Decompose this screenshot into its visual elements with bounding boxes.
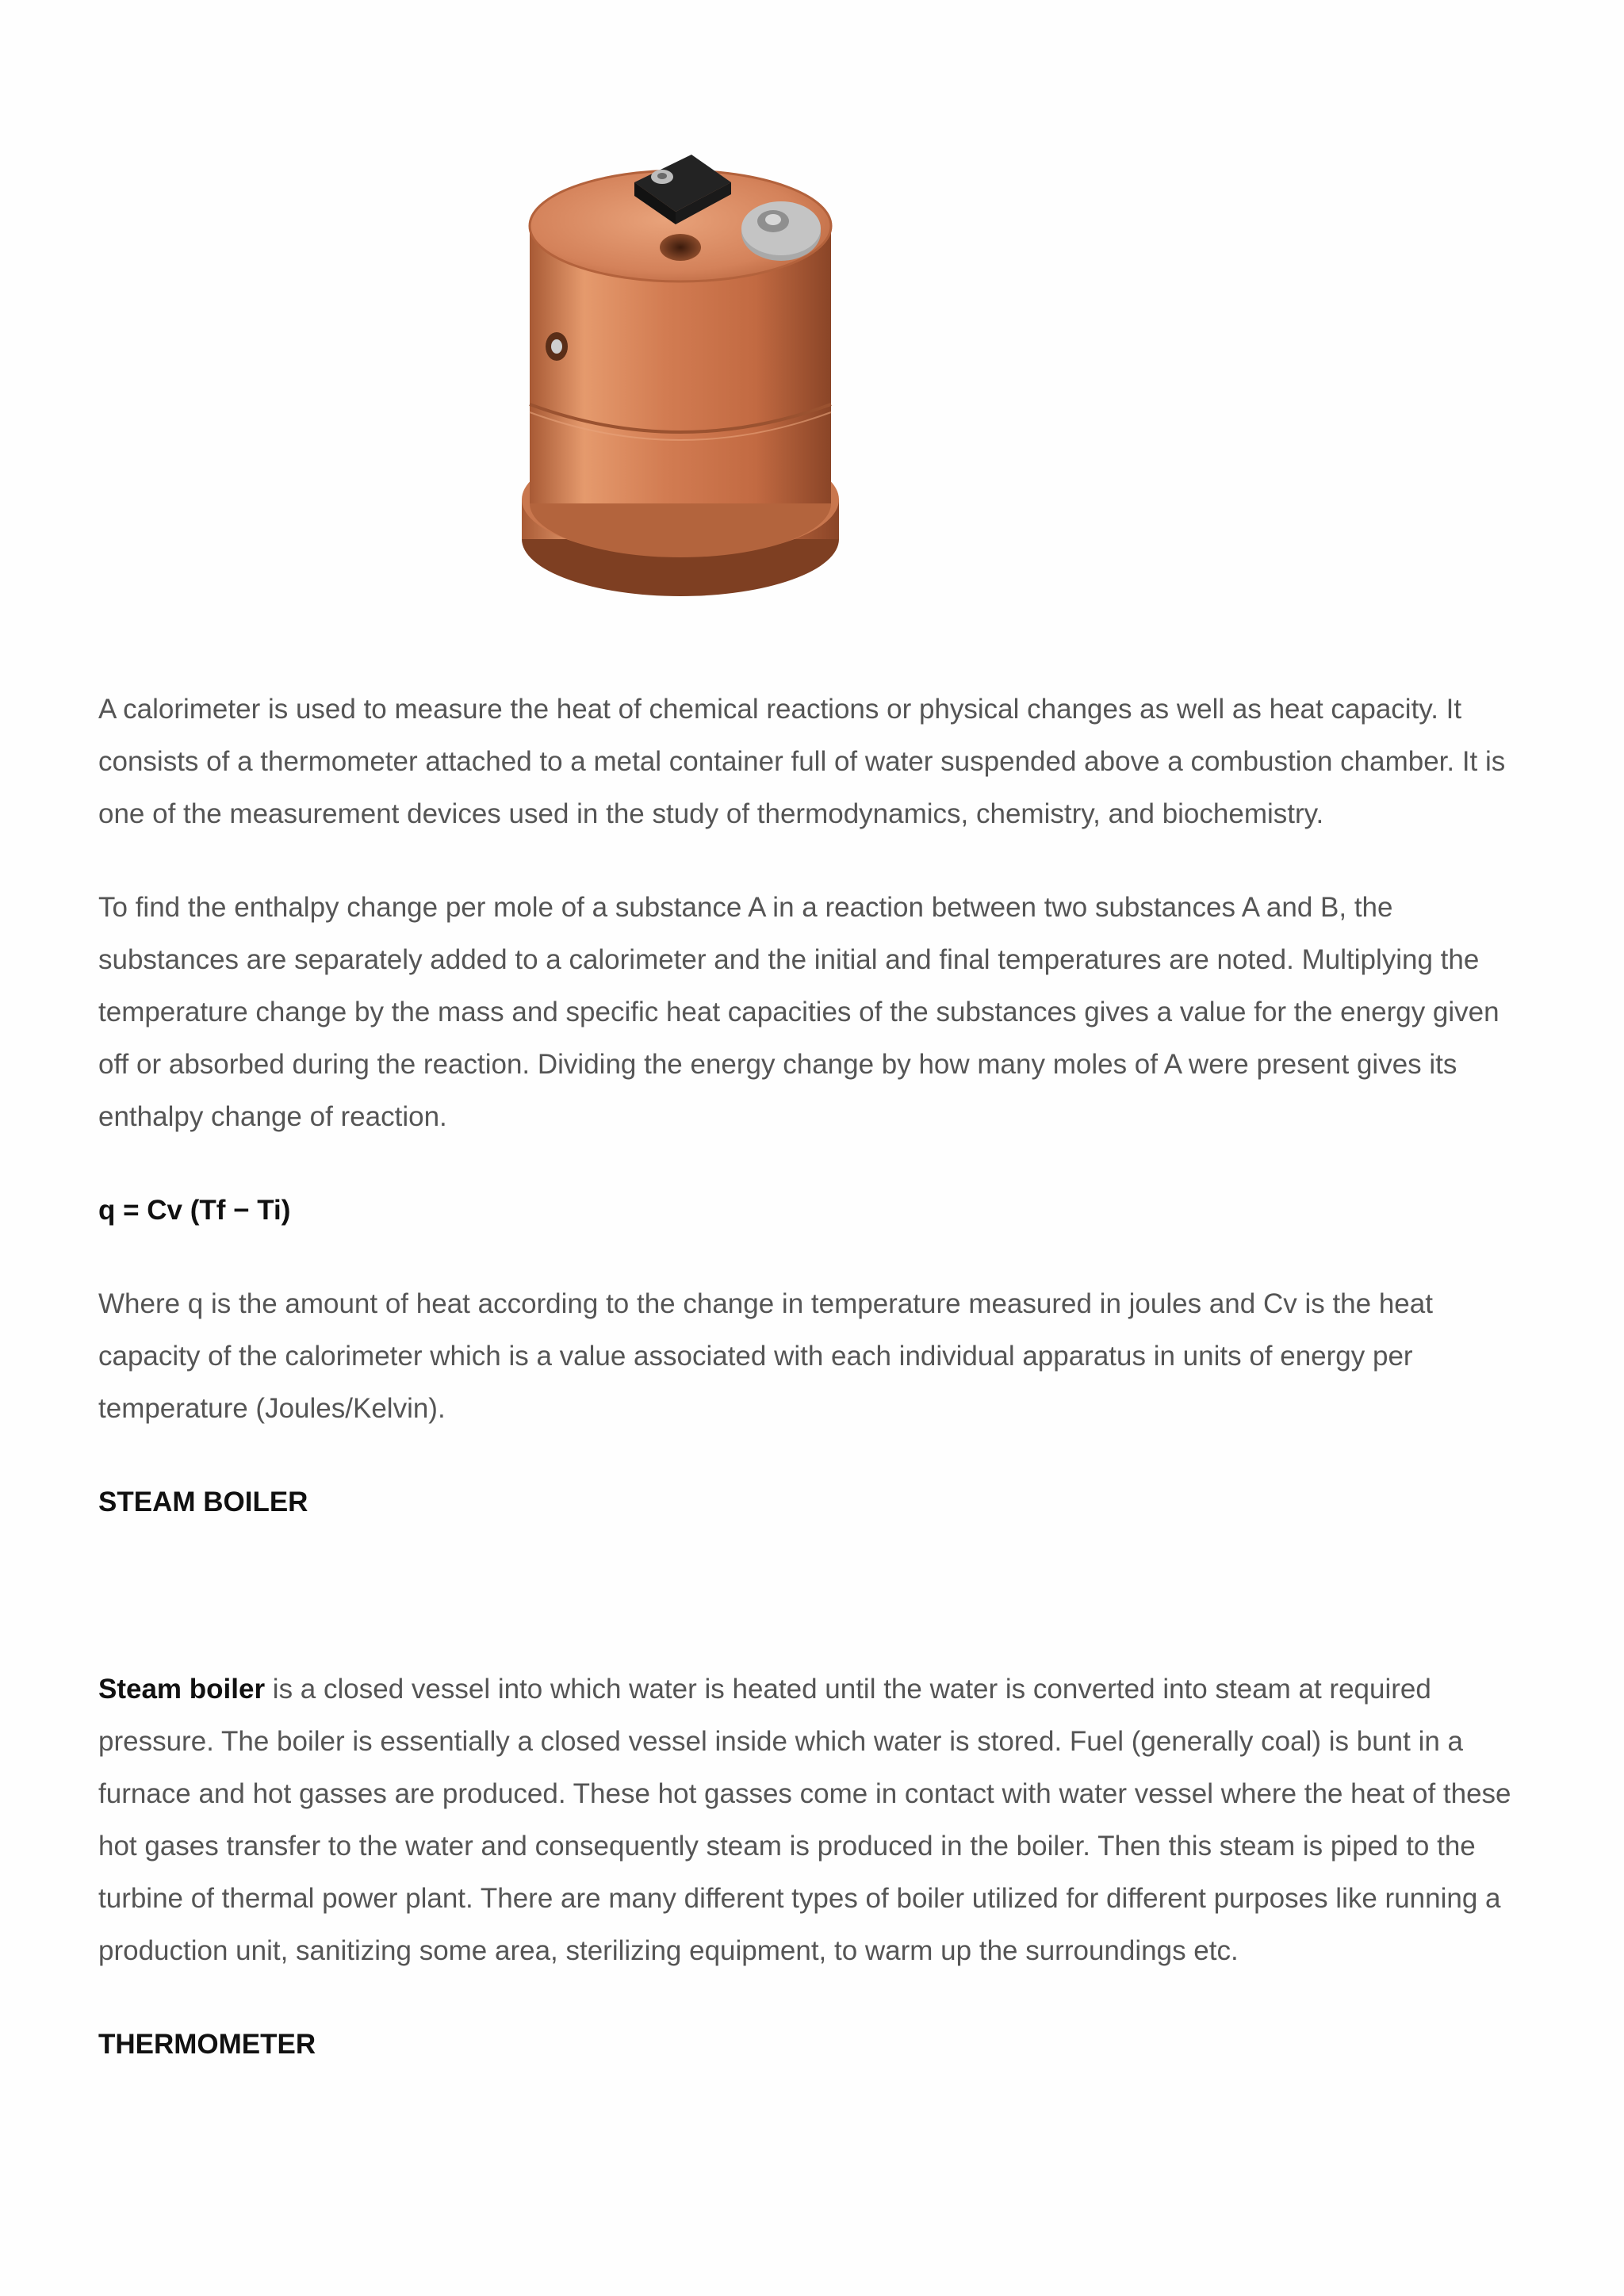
paragraph-formula-explanation: Where q is the amount of heat according to the change in temperature measured in joules and Cv is the heat capacity of the calorimeter which is a value associated with each individual apparatus in units of energy per temperature (Joules/Kelvin). [98,1288,1433,1424]
paragraph-steam-boiler [98,1663,1534,1977]
steam-boiler-term: Steam boiler [98,1674,266,1705]
formula: q = Cv (Tf − Ti) [98,1195,291,1226]
paragraph-enthalpy: To find the enthalpy change per mole of a substance A in a reaction between two substances A and B, the substances are separately added to a calorimeter and the initial and final temperatures are noted. Multiplying the temperature change by the mass and specific heat capacities of the substances gives a value for the energy given off or absorbed during the reaction. Dividing the energy change by how many moles of A were present gives its enthalpy change of reaction. [98,892,1500,1132]
steam-boiler-description: is a closed vessel into which water is heated until the water is converted into steam at required pressure. The boiler is essentially a closed vessel inside which water is stored. Fuel (generally coal) is bunt in a furnace and hot gasses are produced. These hot gasses come in contact with water vessel where the heat of these hot gases transfer to the water and consequently steam is produced in the boiler. Then this steam is piped to the turbine of thermal power plant. There are many different types of boiler utilized for different purposes like running a production unit, sanitizing some area, sterilizing equipment, to warm up the surroundings etc. [98,1674,1511,1966]
paragraph-calorimeter-intro: A calorimeter is used to measure the heat of chemical reactions or physical changes as well as heat capacity. It consists of a thermometer attached to a metal container full of water suspended above a combustion chamber. It is one of the measurement devices used in the study of thermodynamics, chemistry, and biochemistry. [98,694,1506,829]
heading-steam-boiler: STEAM BOILER [98,1487,308,1517]
calorimeter-photo-icon [508,139,856,607]
calorimeter-image [508,139,856,607]
text-content [98,683,1534,2071]
heading-thermometer: THERMOMETER [98,2029,316,2060]
